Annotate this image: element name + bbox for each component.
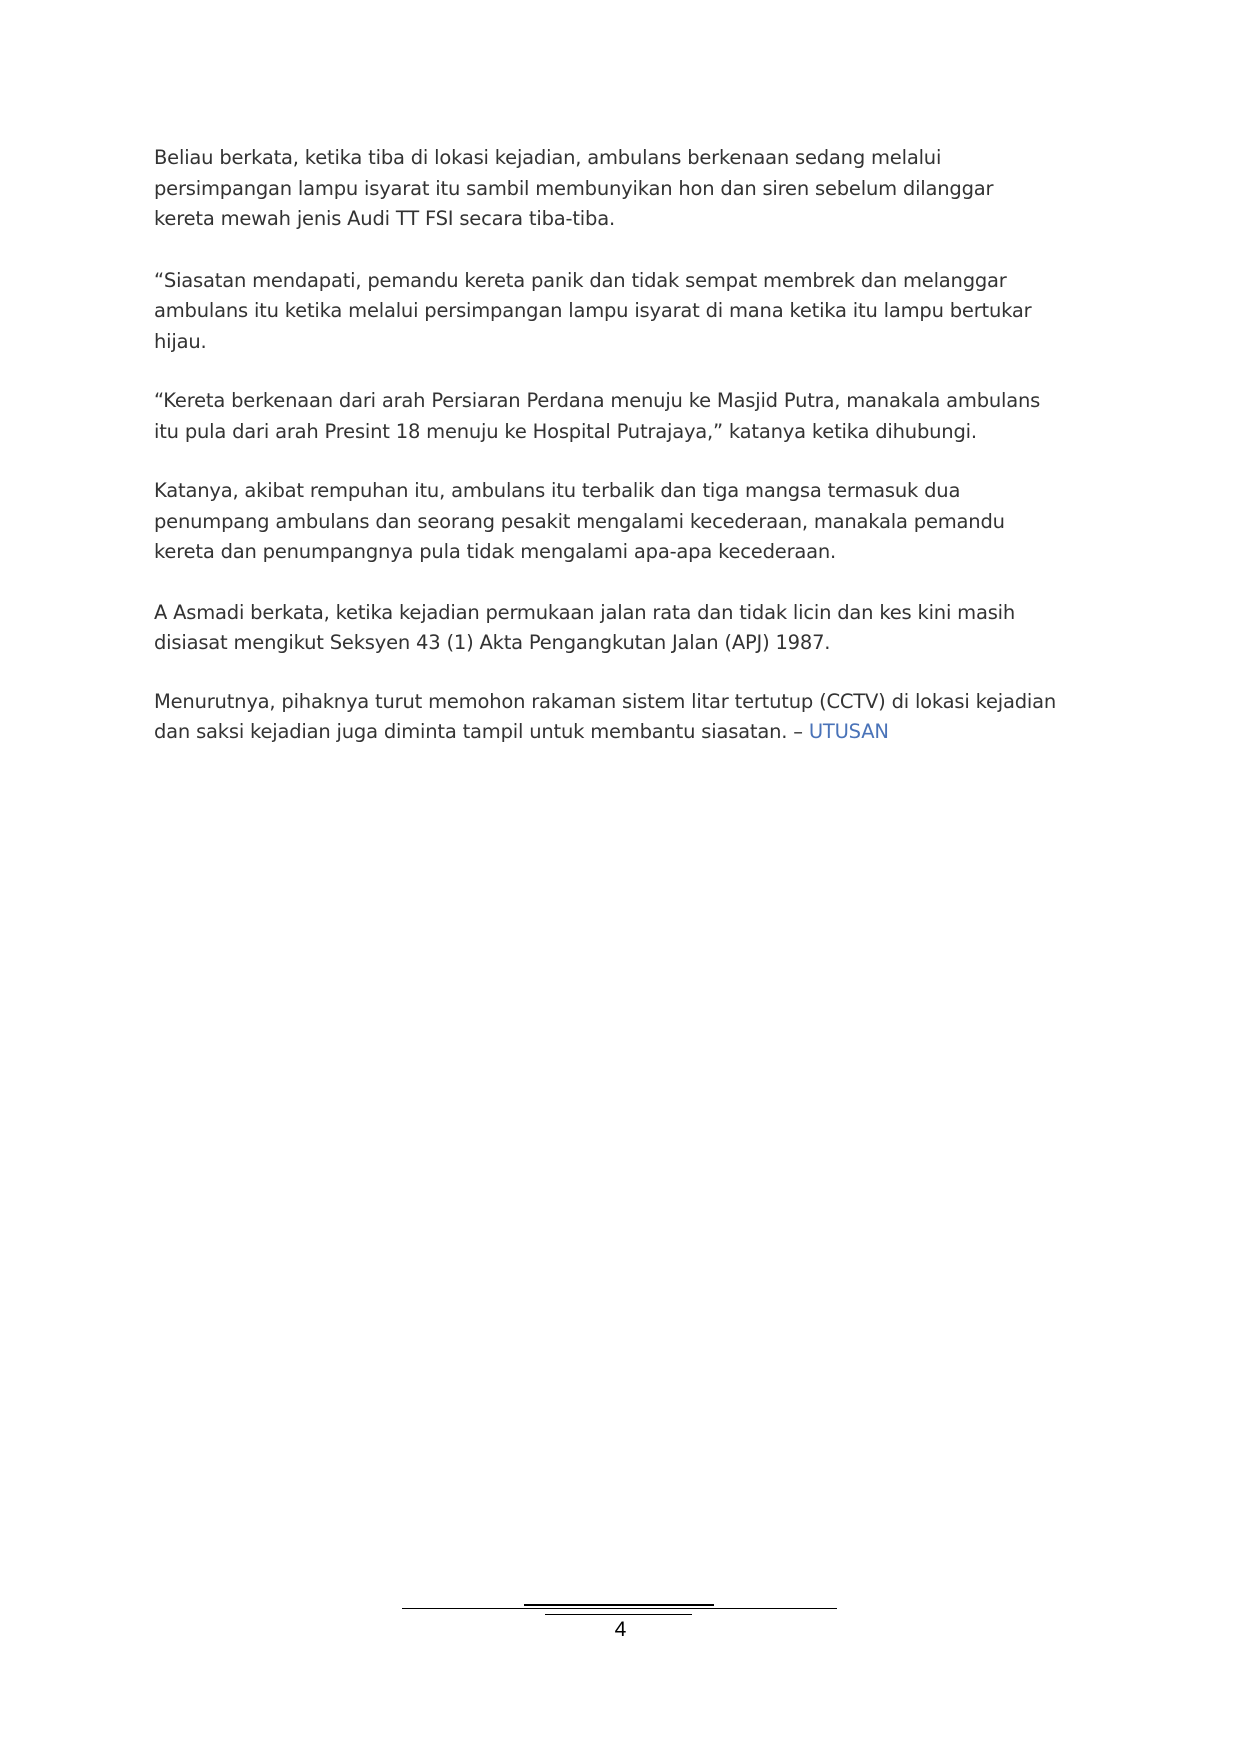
footer-divider-long bbox=[402, 1608, 837, 1609]
footer-divider-short bbox=[545, 1614, 692, 1615]
article-paragraph: Beliau berkata, ketika tiba di lokasi kejadian, ambulans berkenaan sedang melalui persimpangan lampu isyarat itu sambil membunyikan hon dan siren sebelum dilanggar kereta mewah jenis Audi TT FSI secara tiba-tiba. bbox=[154, 146, 994, 230]
article-paragraph: “Siasatan mendapati, pemandu kereta panik dan tidak sempat membrek dan melanggar ambulans itu ketika melalui persimpangan lampu isyarat di mana ketika itu lampu bertukar hijau. bbox=[154, 268, 1032, 353]
article-paragraph: Katanya, akibat rempuhan itu, ambulans itu terbalik dan tiga mangsa termasuk dua penumpang ambulans dan seorang pesakit mengalami kecederaan, manakala pemandu kereta dan penumpangnya pula tidak mengalami apa-apa kecederaan. bbox=[154, 479, 1005, 563]
source-link[interactable]: UTUSAN bbox=[808, 720, 889, 743]
article-body bbox=[154, 143, 1094, 778]
article-paragraph-last bbox=[154, 687, 1094, 748]
footer-divider-top bbox=[524, 1604, 714, 1606]
article-paragraph: “Kereta berkenaan dari arah Persiaran Perdana menuju ke Masjid Putra, manakala ambulans itu pula dari arah Presint 18 menuju ke Hospital Putrajaya,” katanya ketika dihubungi. bbox=[154, 389, 1041, 443]
page-number: 4 bbox=[614, 1618, 627, 1641]
article-paragraph: A Asmadi berkata, ketika kejadian permukaan jalan rata dan tidak licin dan kes kini masih disiasat mengikut Seksyen 43 (1) Akta Pengangkutan Jalan (APJ) 1987. bbox=[154, 600, 1016, 654]
article-paragraph-text: Menurutnya, pihaknya turut memohon rakaman sistem litar tertutup (CCTV) di lokasi kejadian dan saksi kejadian juga diminta tampil untuk membantu siasatan. – bbox=[154, 689, 1057, 743]
